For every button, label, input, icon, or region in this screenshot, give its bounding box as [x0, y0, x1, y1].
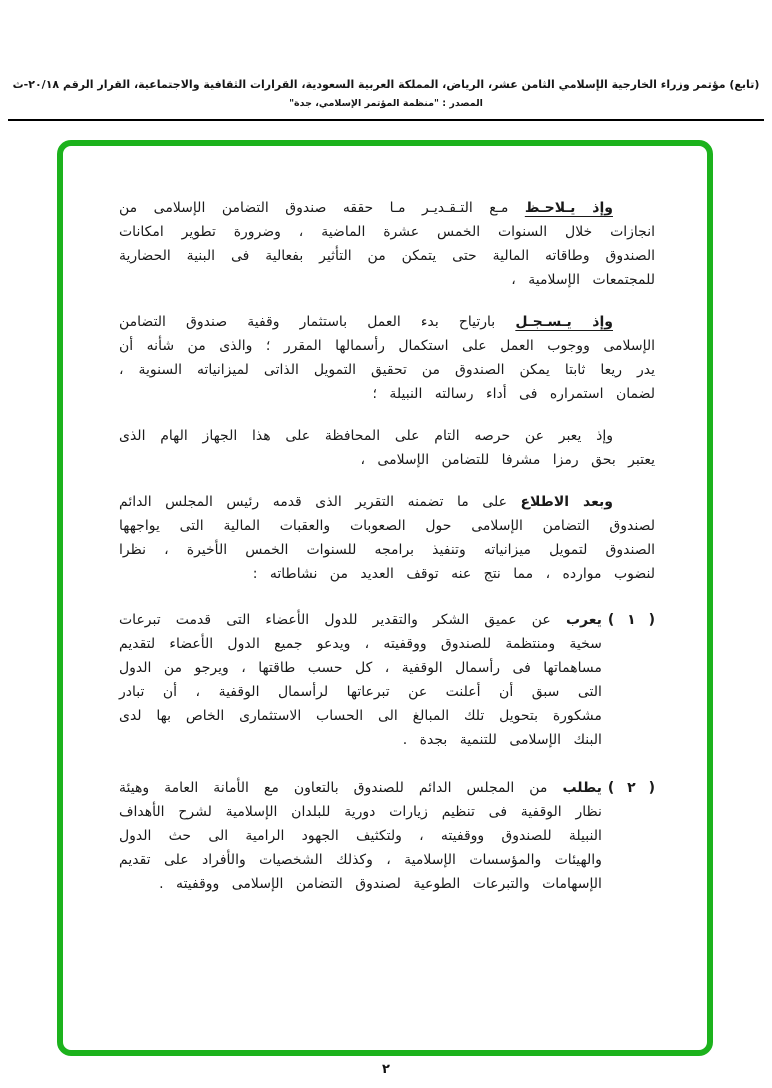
paragraph-lead: وإذ يـلاحـظ	[524, 200, 613, 216]
list-item-2	[119, 776, 655, 896]
source-line: المصدر : "منظمة المؤتمر الإسلامي، جدة"	[289, 98, 483, 109]
paragraph-text: مـع التـقـديـر مـا حققه صندوق التضامن الإسلامى من انجازات خلال السنوات الخمس عشرة الماضية ، وضرورة تطوير امكانات الصندوق وطاقاته المالية حتى يتمكن من التأثير بفعالية فى البنية الحضارية للمجتمعات الإسلامية ،	[119, 200, 655, 288]
list-item-1	[119, 608, 655, 752]
paragraph-text: بارتياح بدء العمل باستثمار وقفية صندوق التضامن الإسلامى ووجوب العمل على استكمال رأسمالها المقرر ؛ والذى من شأنه أن يدر ريعا ثابتا يمكن الصندوق من تحقيق التمويل الذاتى لميزانياته السنوية ، لضمان استمراره فى أداء رسالته النبيلة ؛	[119, 314, 655, 402]
scanned-document-frame	[57, 140, 713, 1056]
item-number: ( ٢ )	[607, 780, 655, 796]
item-number: ( ١ )	[607, 612, 655, 628]
paragraph-preamble-3	[119, 424, 655, 472]
paragraph-lead: وبعد الاطلاع	[520, 494, 613, 510]
item-text	[119, 608, 602, 752]
document-header	[6, 78, 766, 109]
paragraph-preamble-2	[119, 310, 655, 406]
paragraph-text: عن حرصه التام على المحافظة على هذا الجهاز الهام الذى يعتبر بحق رمزا مشرفا للتضامن الإسلامى ،	[119, 428, 655, 468]
item-body: عن عميق الشكر والتقدير للدول الأعضاء التى قدمت تبرعات سخية ومنتظمة للصندوق ووقفيته ، ويدعو جميع الدول الأعضاء لتقديم مساهماتها فى رأسمال الوقفية ، كل حسب طاقتها ، ويرجو من الدول التى سبق أن أعلنت عن تبرعاتها لرأسمال الوقفية ، أن تبادر مشكورة بتحويل تلك المبالغ الى الحساب الاستثمارى الخاص بها لدى البنك الإسلامى للتنمية بجدة .	[119, 612, 602, 748]
paragraph-lead: وإذ يـسـجـل	[515, 314, 613, 330]
resolution-items	[119, 608, 655, 896]
page-number: ٢	[382, 1062, 390, 1077]
header-divider	[8, 119, 764, 121]
item-text	[119, 776, 602, 896]
paragraph-preamble-4	[119, 490, 655, 586]
document-body	[119, 196, 655, 920]
item-lead: يطلب	[562, 780, 602, 796]
paragraph-preamble-1	[119, 196, 655, 292]
item-body: من المجلس الدائم للصندوق بالتعاون مع الأمانة العامة وهيئة نظار الوقفية فى تنظيم زيارات دورية للبلدان الإسلامية لشرح الأهداف النبيلة للصندوق ووقفيته ، ولتكثيف الجهود الرامية الى حث الدول والهيئات والمؤسسات الإسلامية ، وكذلك الشخصيات والأفراد على تقديم الإسهامات والتبرعات الطوعية لصندوق التضامن الإسلامى ووقفيته .	[119, 780, 602, 892]
paragraph-lead: وإذ يعبر	[558, 428, 613, 444]
header-title: (تابع) مؤتمر وزراء الخارجية الإسلامي الثامن عشر، الرياض، المملكة العربية السعودية، القرارات الثقافية والاجتماعية، القرار الرقم ٢٠/١٨-ث	[12, 78, 760, 91]
paragraph-text: على ما تضمنه التقرير الذى قدمه رئيس المجلس الدائم لصندوق التضامن الإسلامى حول الصعوبات والعقبات المالية التى يواجهها الصندوق لتمويل ميزانياته وتنفيذ برامجه للسنوات الخمس الأخيرة ، نظرا لنضوب موارده ، مما نتج عنه توقف العديد من نشاطاته :	[119, 494, 655, 582]
item-lead: يعرب	[565, 612, 602, 628]
